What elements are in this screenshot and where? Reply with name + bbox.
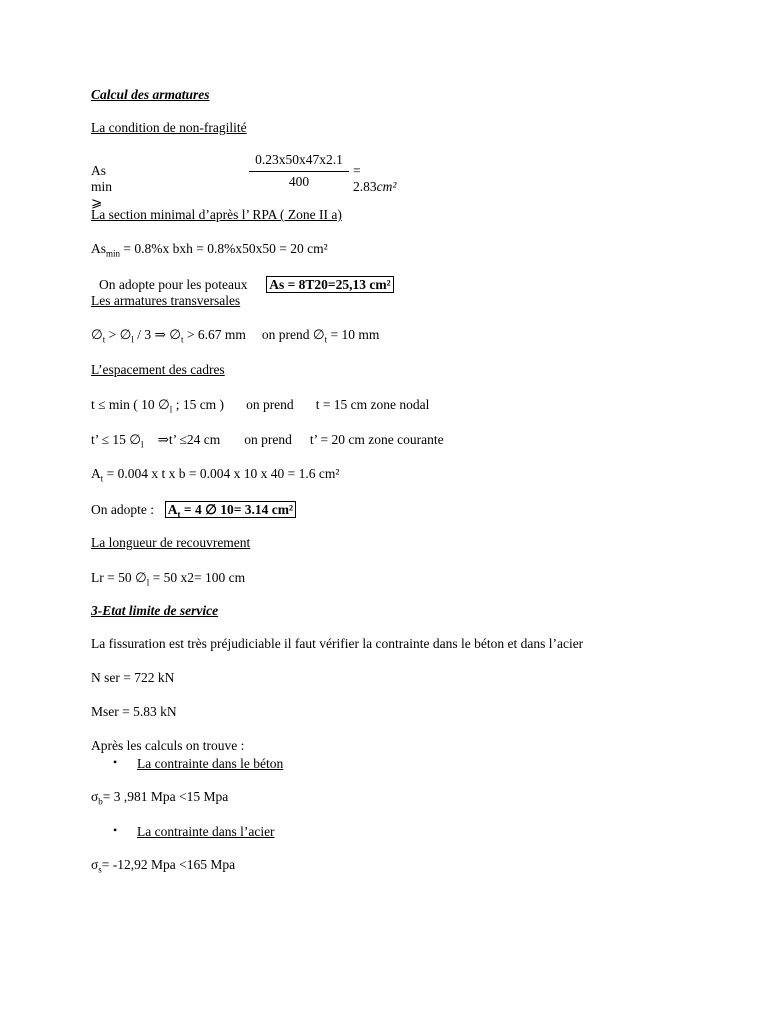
- at-4phi10-boxed-result: [165, 501, 296, 518]
- at-boxed-a: A: [167, 502, 178, 517]
- phi-c-sub: t: [181, 334, 184, 345]
- adopte-poteaux-text: On adopte pour les poteaux: [99, 277, 248, 292]
- at-boxed-b: = 4 ∅ 10= 3.14 cm²: [180, 502, 294, 517]
- phi-f: = 10 mm: [327, 327, 380, 342]
- phi-c: / 3 ⇒ ∅: [133, 327, 181, 342]
- t-line-b: ; 15 cm ): [172, 397, 225, 412]
- title-section-minimal-rpa: La section minimal d’après l’ RPA ( Zone II a): [91, 207, 342, 222]
- asmin-rpa-rest: = 0.8%x bxh = 0.8%x50x50 = 20 cm²: [120, 241, 328, 256]
- phi-transversal-line: [91, 327, 379, 343]
- t-line-c: on prend: [246, 397, 294, 412]
- bullet-icon: •: [113, 823, 118, 837]
- sigma-b-line: [91, 789, 228, 805]
- at-a: A: [91, 466, 101, 481]
- title-longueur-recouvrement: La longueur de recouvrement: [91, 535, 251, 550]
- at-b: = 0.004 x t x b = 0.004 x 10 x 40 = 1.6 cm²: [103, 466, 340, 481]
- adopte-at-text: On adopte :: [91, 502, 154, 517]
- asmin-rpa-sub: min: [106, 248, 121, 259]
- asmin-label: As min ⩾: [91, 163, 113, 210]
- heading-etat-limite-service: 3-Etat limite de service: [91, 603, 219, 618]
- tprime-d: t’ = 20 cm zone courante: [309, 432, 444, 447]
- asmin-rpa-line: [91, 241, 328, 257]
- at-calcul-line: [91, 466, 339, 482]
- t-espacement-line: [91, 397, 429, 413]
- bullet-contrainte-acier: La contrainte dans l’acier: [137, 824, 275, 839]
- nser-value: N ser = 722 kN: [91, 670, 175, 685]
- tprime-c: on prend: [244, 432, 292, 447]
- sigma-s-a: σ: [91, 857, 99, 872]
- sigma-b-sub: b: [98, 796, 103, 807]
- bullet-contrainte-beton: La contrainte dans le béton: [137, 756, 284, 771]
- asmin-rpa-prefix: As: [91, 241, 107, 256]
- phi-b: > ∅: [105, 327, 132, 342]
- adopte-poteaux-line: [99, 276, 394, 293]
- t-line-d: t = 15 cm zone nodal: [315, 397, 430, 412]
- fissuration-text: La fissuration est très préjudiciable il faut vérifier la contrainte dans le béton et dans l’acier: [91, 636, 584, 651]
- sigma-s-line: [91, 857, 235, 873]
- heading-calcul-armatures: Calcul des armatures: [91, 87, 210, 102]
- sigma-s-sub: s: [98, 864, 102, 875]
- sigma-b-a: σ: [91, 789, 99, 804]
- adopte-at-line: [91, 501, 296, 518]
- asmin-result-unit: cm²: [376, 179, 397, 194]
- sigma-s-b: = -12,92 Mpa <165 Mpa: [101, 857, 236, 872]
- lr-line: [91, 570, 245, 586]
- t-line-a-sub: l: [169, 404, 173, 415]
- phi-e-sub: t: [324, 334, 328, 345]
- phi-b-sub: l: [131, 334, 134, 345]
- title-condition-non-fragilite: La condition de non-fragilité: [91, 120, 247, 135]
- title-armatures-transversales: Les armatures transversales: [91, 293, 241, 308]
- sigma-b-b: = 3 ,981 Mpa <15 Mpa: [102, 789, 229, 804]
- asmin-numerator: 0.23x50x47x2.1: [255, 152, 343, 167]
- at-boxed-sub: t: [177, 509, 181, 520]
- phi-a-sub: t: [102, 334, 106, 345]
- fraction-bar: [249, 171, 349, 172]
- apres-calculs-text: Après les calculs on trouve :: [91, 738, 245, 753]
- tprime-a-sub: l: [141, 439, 144, 450]
- asmin-result-value: = 2.83: [353, 163, 377, 194]
- t-line-a: t ≤ min ( 10 ∅: [91, 397, 170, 412]
- tprime-b: ⇒t’ ≤24 cm: [157, 432, 221, 447]
- asmin-result: [353, 163, 396, 195]
- phi-d: > 6.67 mm: [183, 327, 246, 342]
- lr-a-sub: l: [146, 577, 150, 588]
- as-8t20-boxed-result: As = 8T20=25,13 cm²: [266, 276, 393, 293]
- phi-a: ∅: [91, 327, 103, 342]
- lr-b: = 50 x2= 100 cm: [149, 570, 246, 585]
- lr-a: Lr = 50 ∅: [91, 570, 147, 585]
- title-espacement-cadres: L’espacement des cadres: [91, 362, 225, 377]
- mser-value: Mser = 5.83 kN: [91, 704, 177, 719]
- tprime-espacement-line: [91, 432, 444, 448]
- bullet-icon: •: [113, 755, 118, 769]
- asmin-denominator: 400: [288, 174, 310, 189]
- phi-e: on prend ∅: [261, 327, 325, 342]
- tprime-a: t’ ≤ 15 ∅: [91, 432, 142, 447]
- at-a-sub: t: [100, 473, 104, 484]
